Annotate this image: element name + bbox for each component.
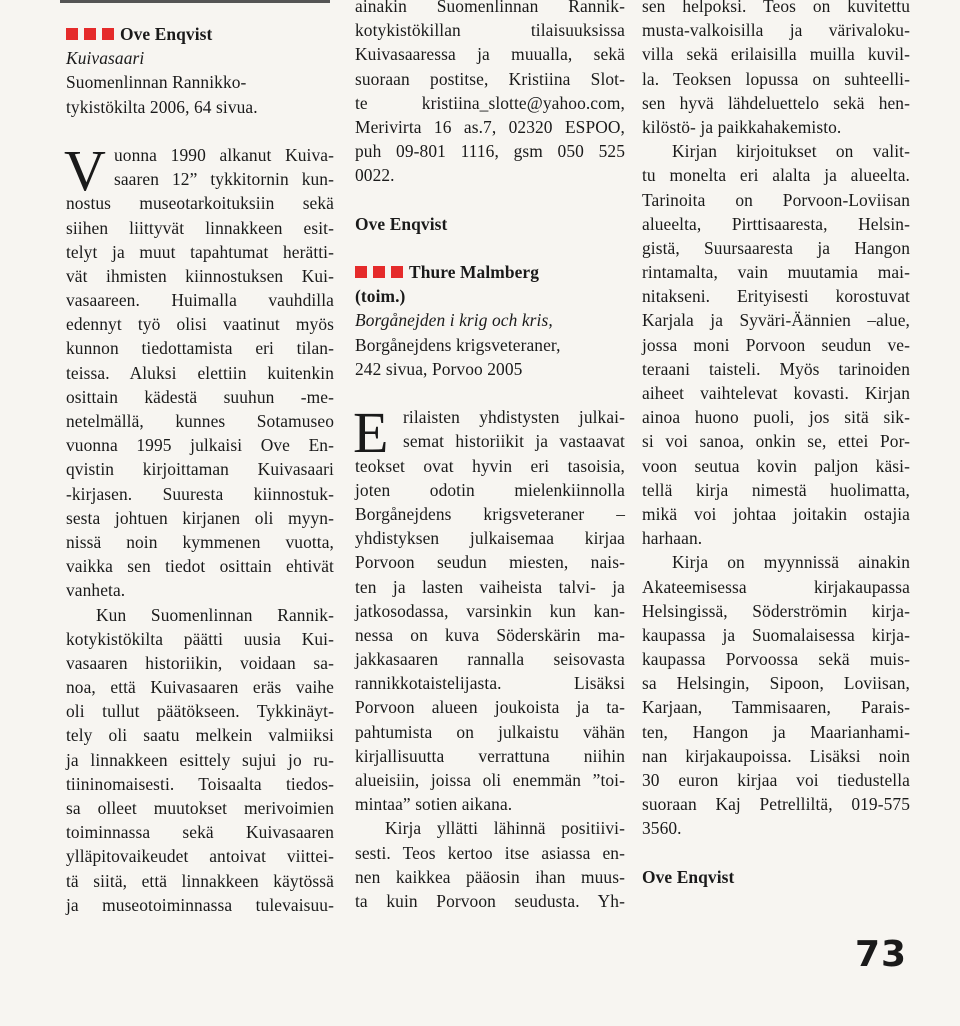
body-line: alueelta, Pirttisaaresta, Helsin- xyxy=(642,213,910,234)
body-line: jossa moni Porvoon seudun ve- xyxy=(642,334,910,355)
body-line: nissä noin kymmenen vuotta, xyxy=(66,531,334,552)
body-line: nostus museotarkoituksiin sekä xyxy=(66,193,334,214)
body-line: semat historiikit ja vastaavat xyxy=(403,431,625,452)
body-line: saaren 12” tykkitornin kun- xyxy=(114,169,334,190)
body-line: 3560. xyxy=(642,818,682,839)
body-line: rilaisten yhdistysten julkai- xyxy=(403,407,625,428)
body-line: sen hyvä lähdeluettelo sekä hen- xyxy=(642,92,910,113)
column-2 xyxy=(355,0,625,913)
body-line: tä siitä, että linnakkeen käytössä xyxy=(66,870,334,891)
body-line: ja museotoiminnassa tulevaisuu- xyxy=(66,894,334,915)
body-line: Kirja on myynnissä ainakin xyxy=(672,552,910,573)
body-line: Kuivasaaressa ja muualla, sekä xyxy=(355,44,625,65)
review2-publisher: Borgånejdens krigsveteraner, xyxy=(355,334,561,355)
body-line: gistä, Suursaaresta ja Hangon xyxy=(642,237,910,258)
body-line: toiminnassa sekä Kuivasaaren xyxy=(66,822,334,843)
review2-dropcap: E xyxy=(353,400,389,466)
review2-heading xyxy=(355,260,625,284)
body-line: kotykistökilta päätti uusia Kui- xyxy=(66,628,334,649)
body-line: kirjallisuutta verrattuna niihin xyxy=(355,745,625,766)
body-line: ylläpitovaikeudet antoivat viittei- xyxy=(66,846,334,867)
body-line: Helsingissä, Söderströmin kirja- xyxy=(642,600,910,621)
body-line: vasaareen. Huimalla vauhdilla xyxy=(66,290,334,311)
red-square-icon xyxy=(391,266,403,278)
body-line: nan kirjakaupoissa. Lisäksi noin xyxy=(642,745,910,766)
body-line: mintaa” sotien aikana. xyxy=(355,794,513,815)
review2-signature: Ove Enqvist xyxy=(642,866,735,887)
body-line: Porvoon seudun miesten, nais- xyxy=(355,552,625,573)
body-line: ainoa huono puoli, jos sitä sik- xyxy=(642,407,910,428)
body-line: ten ja lasten vaiheista talvi- ja xyxy=(355,576,625,597)
red-square-icon xyxy=(84,28,96,40)
body-line: nitakseni. Erityisesti korostuvat xyxy=(642,286,910,307)
body-line: kotykistökillan tilaisuuksissa xyxy=(355,20,625,41)
review1-author: Ove Enqvist xyxy=(120,24,213,44)
body-line: la. Teoksen lopussa on suhteelli- xyxy=(642,68,910,89)
body-line: villa sekä erilaisilla muilla kuvil- xyxy=(642,44,910,65)
body-line: sesta johtuen kirjanen oli myyn- xyxy=(66,507,334,528)
review2-publisher: 242 sivua, Porvoo 2005 xyxy=(355,358,523,379)
body-line: Karjaan, Tammisaaren, Parais- xyxy=(642,697,910,718)
body-line: sa olleet muutokset merivoimien xyxy=(66,798,334,818)
body-line: siihen liittyvät linnakkeen esit- xyxy=(66,217,334,238)
review1-heading xyxy=(66,22,334,46)
body-line: te kristiina_slotte@yahoo.com, xyxy=(355,92,625,113)
review1-dropcap: V xyxy=(64,137,106,203)
body-line: nessa on kuva Söderskärin ma- xyxy=(355,624,625,645)
body-line: Kirja yllätti lähinnä positiivi- xyxy=(385,818,625,839)
body-line: musta-valkoisilla ja värivaloku- xyxy=(642,20,910,41)
body-line: jatkosodassa, varsinkin kun kan- xyxy=(355,600,625,621)
body-line: 30 euron kirjaa voi tiedustella xyxy=(642,770,910,790)
review1-publisher: tykistökilta 2006, 64 sivua. xyxy=(66,96,258,117)
body-line: Kirjan kirjoitukset on valit- xyxy=(672,141,910,162)
body-line: puh 09-801 1116, gsm 050 525 xyxy=(355,141,625,162)
body-line: suoraan Kaj Petrelliltä, 019-575 xyxy=(642,794,910,815)
body-line: voon seutua kovin paljon käsi- xyxy=(642,455,910,476)
page-number: 73 xyxy=(855,934,908,975)
column-3 xyxy=(642,0,910,889)
body-line: 0022. xyxy=(355,165,395,186)
body-line: yhdistyksen julkaisemaa kirjaa xyxy=(355,528,625,549)
body-line: si voi sanoa, onkin se, ettei Por- xyxy=(642,431,910,452)
body-line: tellä kirja nimestä huolimatta, xyxy=(642,479,910,500)
review2-body xyxy=(353,400,625,913)
body-line: tiininomaisesti. Toisaalta tiedos- xyxy=(66,773,334,794)
body-line: joten odotin mielenkiinnolla xyxy=(355,479,625,500)
body-line: ja linnakkeen esittely sujui jo ru- xyxy=(66,749,334,770)
body-line: Karjala ja Syväri-Äännien –alue, xyxy=(642,310,910,331)
body-line: oli tullut päätökseen. Tykkinäyt- xyxy=(66,701,334,722)
red-square-icon xyxy=(373,266,385,278)
body-line: sa Helsingin, Sipoon, Loviisan, xyxy=(642,673,910,694)
body-line: Borgånejdens krigsveteraner – xyxy=(355,503,625,524)
body-line: tely oli saatu melkein valmiiksi xyxy=(66,725,334,746)
body-line: kaupassa ja Suomalaisessa kirja- xyxy=(642,624,910,645)
body-line: sesti. Teos kertoo itse asiassa en- xyxy=(355,842,625,863)
body-line: pahtumista on julkaistu vähän xyxy=(355,721,625,742)
body-line: ainakin Suomenlinnan Rannik- xyxy=(355,0,625,16)
body-line: Kun Suomenlinnan Rannik- xyxy=(96,604,334,625)
body-line: edennyt työ olisi vaatinut myös xyxy=(66,314,334,335)
body-line: osittain kädestä suuhun -me- xyxy=(66,386,334,407)
body-line: kaupassa Porvoossa sekä muis- xyxy=(642,649,910,670)
body-line: ten, Hangon ja Maarianhami- xyxy=(642,721,910,742)
body-line: netelmällä, kunnes Sotamuseo xyxy=(66,411,334,431)
review2-author: Thure Malmberg xyxy=(409,262,540,283)
review1-body xyxy=(64,137,334,917)
body-line: suoraan postitse, Kristiina Slot- xyxy=(355,68,625,89)
column-1 xyxy=(66,22,334,917)
body-line: mikä voi johtaa joitakin ostajia xyxy=(642,503,910,524)
body-line: -kirjasen. Suuresta kiinnostuk- xyxy=(66,483,334,504)
body-line: nen kaikkea pääosin ihan muus- xyxy=(355,866,625,887)
body-line: tu monelta eri alalta ja alueelta. xyxy=(642,165,910,186)
body-line: vuonna 1995 julkaisi Ove En- xyxy=(66,435,334,456)
body-line: teissa. Aluksi elettiin kuitenkin xyxy=(66,362,334,383)
review1-signature: Ove Enqvist xyxy=(355,213,448,234)
body-line: vät ihmisten kiinnostuksen Kui- xyxy=(66,265,334,286)
body-line: uonna 1990 alkanut Kuiva- xyxy=(114,144,334,165)
review1-book-title: Kuivasaari xyxy=(66,48,145,69)
body-line: Porvoon alueen joukoista ja ta- xyxy=(355,697,625,718)
body-line: aiheet vaihtelevat kovasti. Kirjan xyxy=(642,383,910,403)
body-line: vanheta. xyxy=(66,580,126,601)
body-line: ta kuin Porvoon seudusta. Yh- xyxy=(355,890,625,911)
body-line: harhaan. xyxy=(642,528,703,549)
body-line: Akateemisessa kirjakaupassa xyxy=(642,576,910,597)
body-line: teokset ovat hyvin eri tasoisia, xyxy=(355,455,625,476)
body-line: rannikkotaistelijasta. Lisäksi xyxy=(355,673,625,694)
review1-publisher: Suomenlinnan Rannikko- xyxy=(66,72,247,93)
review2-book-title: Borgånejden i krig och kris, xyxy=(355,310,553,331)
red-square-icon xyxy=(355,266,367,278)
body-line: noa, että Kuivasaaren eräs vaihe xyxy=(66,677,334,698)
body-line: vasaaren historiikin, voidaan sa- xyxy=(66,652,334,673)
red-square-icon xyxy=(66,28,78,40)
body-line: telyt ja muut tapahtumat herätti- xyxy=(66,241,334,262)
body-line: Tarinoita on Porvoon-Loviisan xyxy=(642,189,910,210)
body-line: alueisiin, joissa oli enemmän ”toi- xyxy=(355,770,625,790)
body-line: jakkasaaren rannalla seisovasta xyxy=(355,649,625,670)
top-rule xyxy=(60,0,330,3)
body-line: kunnon tiedottamista eri tilan- xyxy=(66,338,334,359)
body-line: kilöstö- ja paikkahakemisto. xyxy=(642,116,842,137)
body-line: vaikka sen tiedot osittain ehtivät xyxy=(66,556,334,577)
review2-author-role: (toim.) xyxy=(355,286,406,307)
body-line: teraani taisteli. Myös tarinoiden xyxy=(642,358,910,379)
body-line: rintamalta, vain muutamia mai- xyxy=(642,262,910,283)
body-line: sen helpoksi. Teos on kuvitettu xyxy=(642,0,910,16)
body-line: Merivirta 16 as.7, 02320 ESPOO, xyxy=(355,116,625,137)
body-line: qvistin kirjoittaman Kuivasaari xyxy=(66,459,334,480)
red-square-icon xyxy=(102,28,114,40)
